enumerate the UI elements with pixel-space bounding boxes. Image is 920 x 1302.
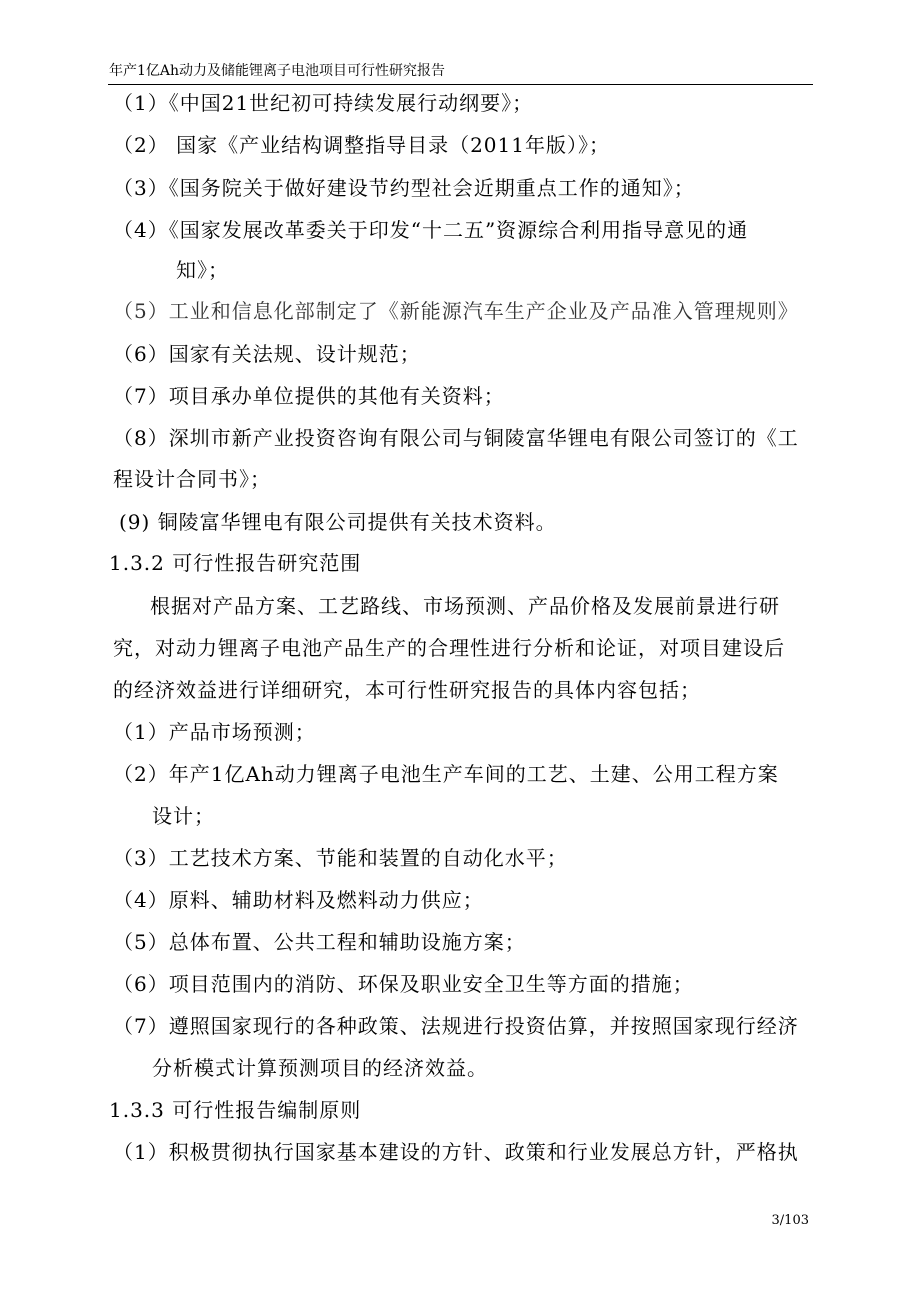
list-item-2: （2） 国家《产业结构调整指导目录（2011年版）》； bbox=[113, 133, 610, 157]
list-item-4-continued: 知》； bbox=[176, 258, 229, 282]
list-item-8-continued: 程设计合同书》； bbox=[113, 467, 271, 491]
scope-item-3: （3）工艺技术方案、节能和装置的自动化水平； bbox=[113, 846, 568, 870]
scope-item-1: （1）产品市场预测； bbox=[113, 720, 316, 744]
list-item-8: （8）深圳市新产业投资咨询有限公司与铜陵富华锂电有限公司签订的《工 bbox=[113, 426, 799, 450]
scope-item-5: （5）总体布置、公共工程和辅助设施方案； bbox=[113, 930, 526, 954]
section-heading-1-3-3: 1.3.3 可行性报告编制原则 bbox=[109, 1098, 362, 1122]
list-item-3: （3）《国务院关于做好建设节约型社会近期重点工作的通知》； bbox=[113, 176, 695, 200]
list-item-1: （1）《中国21世纪初可持续发展行动纲要》； bbox=[113, 91, 534, 115]
section-heading-1-3-2: 1.3.2 可行性报告研究范围 bbox=[109, 551, 362, 575]
list-item-6: （6）国家有关法规、设计规范； bbox=[113, 342, 421, 366]
list-item-9: (9) 铜陵富华锂电有限公司提供有关技术资料。 bbox=[119, 510, 557, 534]
list-item-5: （5）工业和信息化部制定了《新能源汽车生产企业及产品准入管理规则》 bbox=[113, 299, 799, 323]
page-header-title: 年产1亿Ah动力及储能锂离子电池项目可行性研究报告 bbox=[109, 63, 446, 79]
scope-item-7: （7）遵照国家现行的各种政策、法规进行投资估算，并按照国家现行经济 bbox=[113, 1014, 799, 1038]
paragraph-line-1: 根据对产品方案、工艺路线、市场预测、产品价格及发展前景进行研 bbox=[150, 594, 780, 618]
scope-item-6: （6）项目范围内的消防、环保及职业安全卫生等方面的措施； bbox=[113, 972, 694, 996]
header-rule bbox=[108, 84, 813, 85]
list-item-7: （7）项目承办单位提供的其他有关资料； bbox=[113, 384, 505, 408]
scope-item-7-continued: 分析模式计算预测项目的经济效益。 bbox=[152, 1056, 488, 1080]
scope-item-2-continued: 设计； bbox=[152, 804, 215, 828]
paragraph-line-2: 究，对动力锂离子电池产品生产的合理性进行分析和论证，对项目建设后 bbox=[113, 636, 785, 660]
list-item-4: （4）《国家发展改革委关于印发“十二五”资源综合利用指导意见的通 bbox=[113, 218, 749, 242]
principle-item-1: （1）积极贯彻执行国家基本建设的方针、政策和行业发展总方针，严格执 bbox=[113, 1140, 799, 1164]
paragraph-line-3: 的经济效益进行详细研究，本可行性研究报告的具体内容包括； bbox=[113, 678, 701, 702]
scope-item-2: （2）年产1亿Ah动力锂离子电池生产车间的工艺、土建、公用工程方案 bbox=[113, 762, 779, 786]
page-number: 3/103 bbox=[771, 1213, 809, 1228]
scope-item-4: （4）原料、辅助材料及燃料动力供应； bbox=[113, 888, 484, 912]
